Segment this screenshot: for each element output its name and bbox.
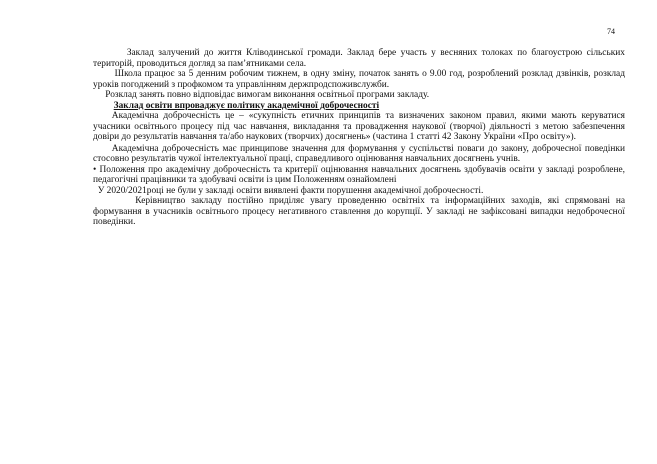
page-number: 74 — [607, 27, 615, 36]
document-body — [93, 48, 625, 228]
paragraph-schedule: Школа працює за 5 денним робочим тижнем, в одну зміну, початок занять о 9.00 год, розроблений розклад дзвінків, розклад уроків погоджений з профкомом та управлінням держпродспоживслужби. — [93, 69, 625, 90]
paragraph-definition: Академічна доброчесність це – «сукупність етичних принципів та визначених законом правил, якими мають керуватися учасники освітнього процесу під час навчання, викладання та провадження наукової (творчої) діяльності з метою забезпечення довіри до результатів навчання та/або наукових (творчих) досягнень» (частина 1 статті 42 Закону України «Про освіту»). — [93, 111, 625, 142]
paragraph-violations: У 2020/2021році не були у закладі освіти виявлені факти порушення академічної доброчесності. — [97, 185, 484, 196]
paragraph-management: Керівництво закладу постійно приділяє увагу проведенню освітніх та інформаційних заходів, які спрямовані на формування в учасників освітнього процесу негативного ставлення до корупції. У закладі не зафіксовані випадки недоброчесної поведінки. — [93, 196, 625, 227]
paragraph-community: Заклад залучений до життя Кліводинської громади. Заклад бере участь у весняних толоках по благоустрою сільських територій, проводиться догляд за пам’ятниками села. — [93, 48, 625, 69]
paragraph-requirements: Розклад занять повно відповідає вимогам виконання освітньої програми закладу. — [105, 90, 430, 100]
paragraph-principle: Академічна доброчесність має принципове значення для формування у суспільстві поваги до закону, доброчесної поведінки стосовно результатів чужої інтелектуальної праці, справедливого оцінювання навчальних досягнень учнів. — [93, 143, 625, 164]
section-heading: Заклад освіти впроваджує політику академічної доброчесності — [113, 100, 380, 111]
paragraph-regulation: • Положення про академічну доброчесність та критерії оцінювання навчальних досягнень здобувачів освіти у закладі розроблене, педагогічні працівники та здобувачі освіти із цим Положенням ознайомлені — [93, 164, 625, 185]
